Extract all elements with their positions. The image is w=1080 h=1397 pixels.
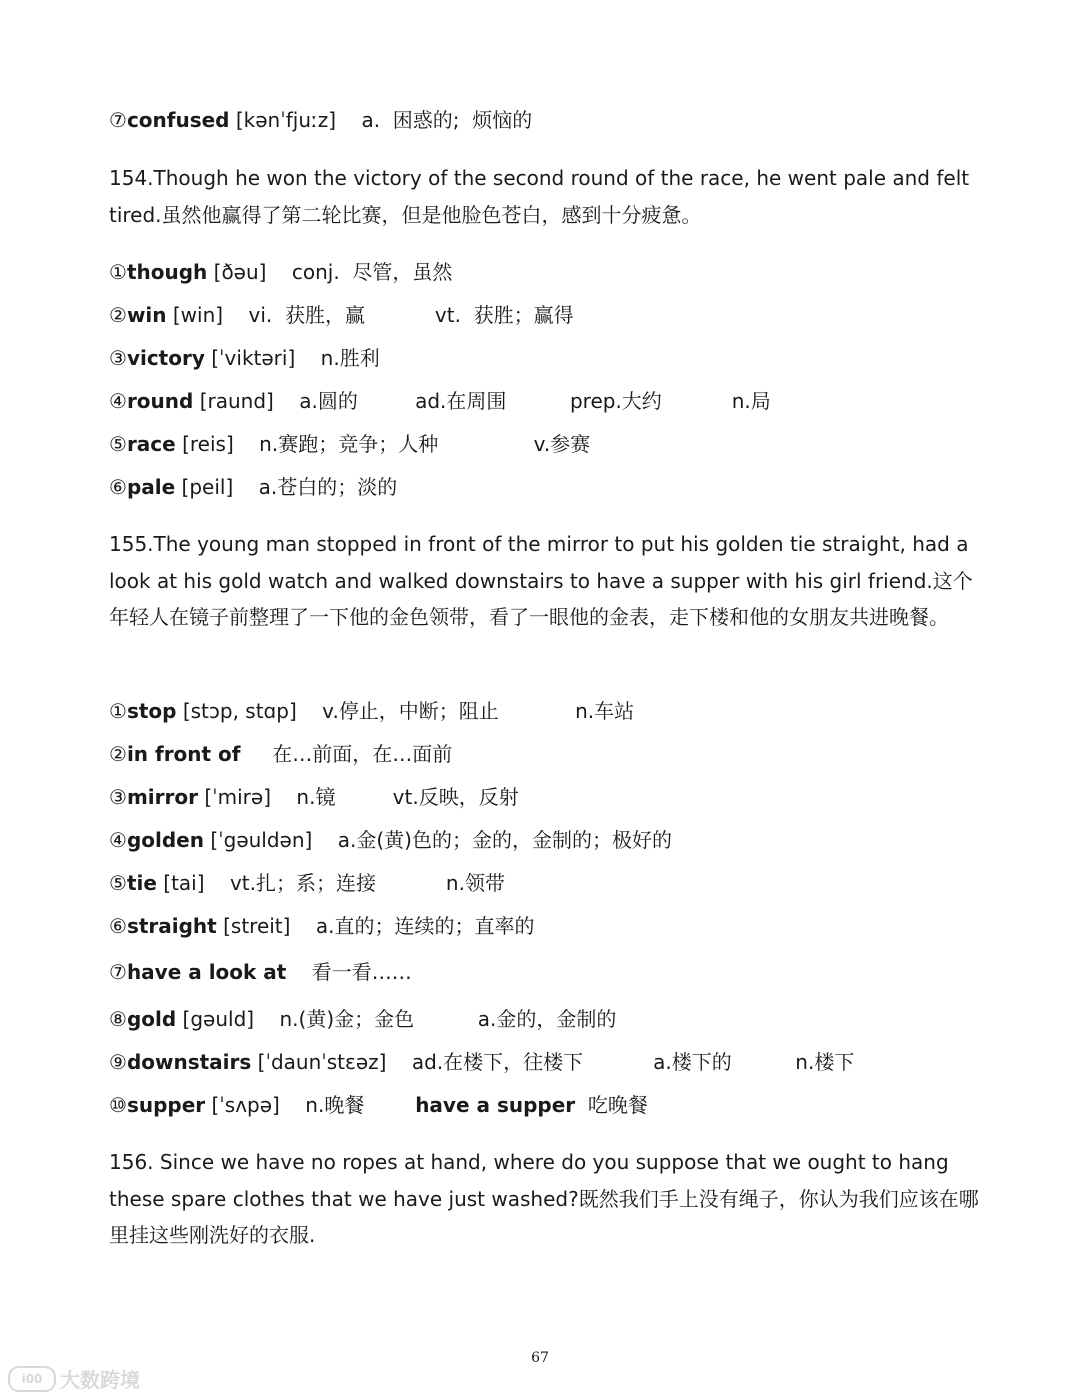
entry-number: ⑦ (109, 108, 127, 132)
entry-definition: [ˈgəuldən] a.金(黄)色的；金的，金制的；极好的 (203, 828, 672, 852)
entry-word: downstairs (126, 1050, 252, 1074)
entry-number: ⑥ (109, 475, 127, 499)
page-number: 67 (531, 1350, 549, 1366)
entry-definition: [reis] n.赛跑；竞争；人种 v.参赛 (175, 432, 591, 456)
vocab-entry (109, 871, 505, 895)
entry-number: ⑧ (109, 1007, 127, 1031)
entry-definition: [stɔp, stɑp] v.停止，中断；阻止 n.车站 (176, 699, 635, 723)
entry-definition: [gəuld] n.(黄)金；金色 a.金的，金制的 (176, 1007, 617, 1031)
entry-word: gold (126, 1007, 177, 1031)
entry-definition: [ðəu] conj. 尽管，虽然 (207, 260, 453, 284)
vocab-entry (109, 960, 412, 984)
sentence-155: 155.The young man stopped in front of the mirror to put his golden tie straight, had a look at his gold watch and walked downstairs to have a supper with his girl friend.这个年轻人在镜子前整理了一下他的金色领带，看了一眼他的金表，走下楼和他的女朋友共进晚餐。 (109, 532, 973, 629)
entry-number: ⑩ (109, 1093, 127, 1117)
vocab-entry (109, 260, 452, 284)
vocab-entry (109, 1007, 616, 1031)
vocab-entry (109, 699, 634, 723)
entry-definition: [ˈdaunˈstɛəz] ad.在楼下，往楼下 a.楼下的 n.楼下 (251, 1050, 855, 1074)
vocab-entry (109, 1093, 648, 1117)
entry-number: ⑦ (109, 960, 127, 984)
entry-word: supper (126, 1093, 206, 1117)
entry-word: race (126, 432, 176, 456)
vocab-entry (109, 785, 519, 809)
entry-word: confused (126, 108, 230, 132)
watermark-logo-icon: i00 (8, 1366, 56, 1392)
entry-number: ② (109, 742, 127, 766)
entry-definition: [win] vi. 获胜，赢 vt. 获胜；赢得 (166, 303, 574, 327)
entry-number: ① (109, 260, 127, 284)
entry-definition: [tai] vt.扎；系；连接 n.领带 (156, 871, 505, 895)
entry-number: ① (109, 699, 127, 723)
vocab-entry (109, 303, 574, 327)
entry-definition: [ˈsʌpə] n.晚餐 (205, 1093, 416, 1117)
entry-word: golden (126, 828, 204, 852)
vocab-entry (109, 828, 672, 852)
vocab-entry (109, 346, 380, 370)
entry-number: ④ (109, 389, 127, 413)
entry-definition: [ˈmirə] n.镜 vt.反映，反射 (197, 785, 519, 809)
entry-word: tie (126, 871, 157, 895)
entry-definition: [streit] a.直的；连续的；直率的 (216, 914, 535, 938)
entry-phrase-definition: 吃晚餐 (575, 1093, 648, 1117)
entry-definition: 看一看…… (286, 960, 412, 984)
sentence-156: 156. Since we have no ropes at hand, where do you suppose that we ought to hang these spare clothes that we have just washed?既然我们手上没有绳子，你认为我们应该在哪里挂这些刚洗好的衣服. (109, 1150, 979, 1247)
entry-number: ④ (109, 828, 127, 852)
entry-word: in front of (126, 742, 241, 766)
entry-definition: [peil] a.苍白的；淡的 (175, 475, 398, 499)
entry-word: mirror (126, 785, 198, 809)
entry-word: stop (126, 699, 177, 723)
entry-definition: [ˈviktəri] n.胜利 (204, 346, 380, 370)
vocab-entry (109, 914, 535, 938)
entry-number: ⑤ (109, 871, 127, 895)
entry-number: ② (109, 303, 127, 327)
vocab-entry (109, 1050, 854, 1074)
entry-number: ⑤ (109, 432, 127, 456)
entry-word: win (126, 303, 167, 327)
vocab-entry (109, 475, 397, 499)
vocab-entry (109, 742, 452, 766)
entry-word: round (126, 389, 194, 413)
entry-number: ③ (109, 785, 127, 809)
vocab-entry (109, 432, 590, 456)
entry-number: ⑥ (109, 914, 127, 938)
vocab-entry (109, 389, 771, 413)
entry-definition: [kənˈfjuːz] a. 困惑的; 烦恼的 (229, 108, 533, 132)
entry-word: pale (126, 475, 176, 499)
entry-definition: 在…前面，在…面前 (240, 742, 453, 766)
vocab-entry (109, 108, 532, 132)
entry-word: victory (126, 346, 205, 370)
watermark (8, 1364, 140, 1393)
entry-word: straight (126, 914, 217, 938)
entry-number: ③ (109, 346, 127, 370)
entry-definition: [raund] a.圆的 ad.在周围 prep.大约 n.局 (193, 389, 771, 413)
watermark-text: 大数跨境 (60, 1368, 140, 1392)
entry-word: have a look at (126, 960, 287, 984)
sentence-154: 154.Though he won the victory of the second round of the race, he went pale and felt tired.虽然他赢得了第二轮比赛，但是他脸色苍白，感到十分疲惫。 (109, 166, 970, 227)
entry-phrase: have a supper (415, 1093, 576, 1117)
entry-word: though (126, 260, 208, 284)
entry-number: ⑨ (109, 1050, 127, 1074)
